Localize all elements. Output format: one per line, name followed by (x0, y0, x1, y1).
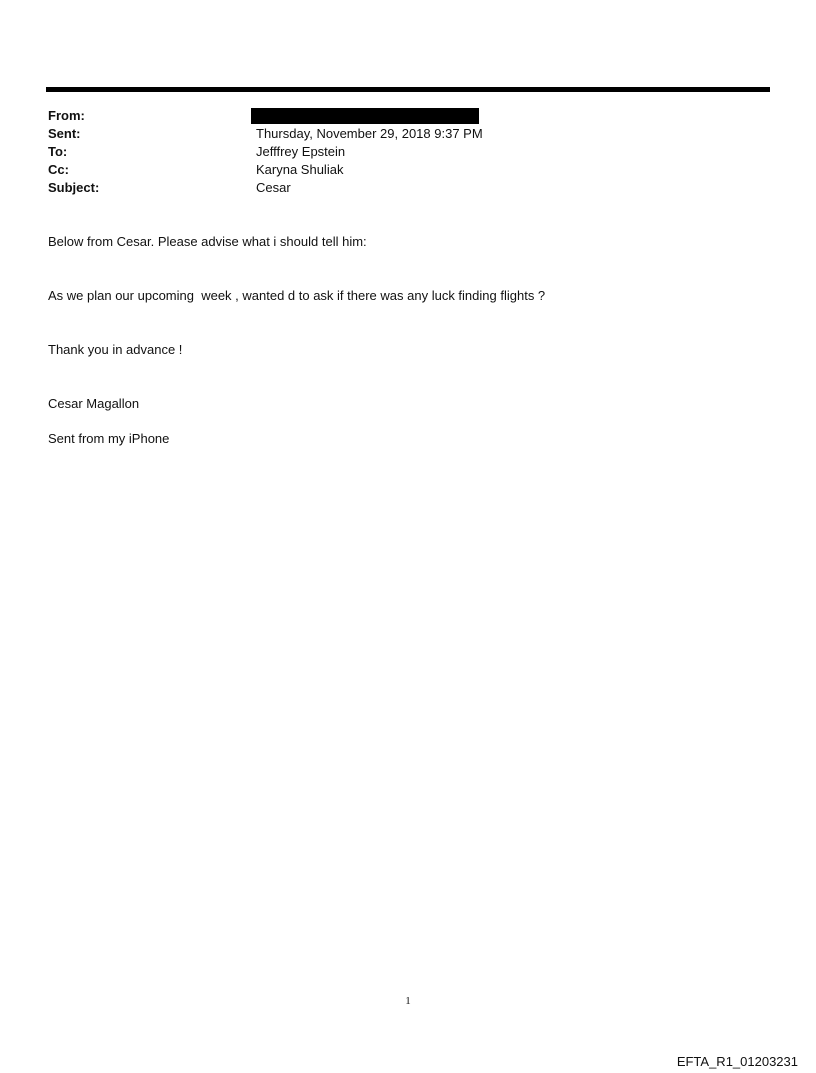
header-divider (46, 87, 770, 92)
cc-label: Cc: (48, 162, 69, 177)
subject-value: Cesar (256, 180, 291, 195)
to-label: To: (48, 144, 68, 159)
cc-row (48, 161, 768, 179)
redaction-box (251, 108, 479, 124)
page-number: 1 (405, 995, 411, 1007)
body-line-thanks: Thank you in advance ! (48, 342, 183, 357)
document-id: EFTA_R1_01203231 (676, 1054, 798, 1069)
to-row (48, 143, 768, 161)
from-label: From: (48, 108, 85, 123)
sent-label: Sent: (48, 126, 81, 141)
sent-row (48, 125, 768, 143)
subject-row (48, 179, 768, 197)
body-line-signature: Cesar Magallon (48, 396, 140, 411)
body-line-intro: Below from Cesar. Please advise what i should tell him: (48, 234, 367, 249)
body-line-sent-from: Sent from my iPhone (48, 431, 170, 446)
body-line-message: As we plan our upcoming week , wanted d to ask if there was any luck finding flights ? (48, 288, 546, 303)
to-value: Jefffrey Epstein (256, 144, 346, 159)
sent-value: Thursday, November 29, 2018 9:37 PM (256, 126, 483, 141)
subject-label: Subject: (48, 180, 100, 195)
cc-value: Karyna Shuliak (256, 162, 344, 177)
